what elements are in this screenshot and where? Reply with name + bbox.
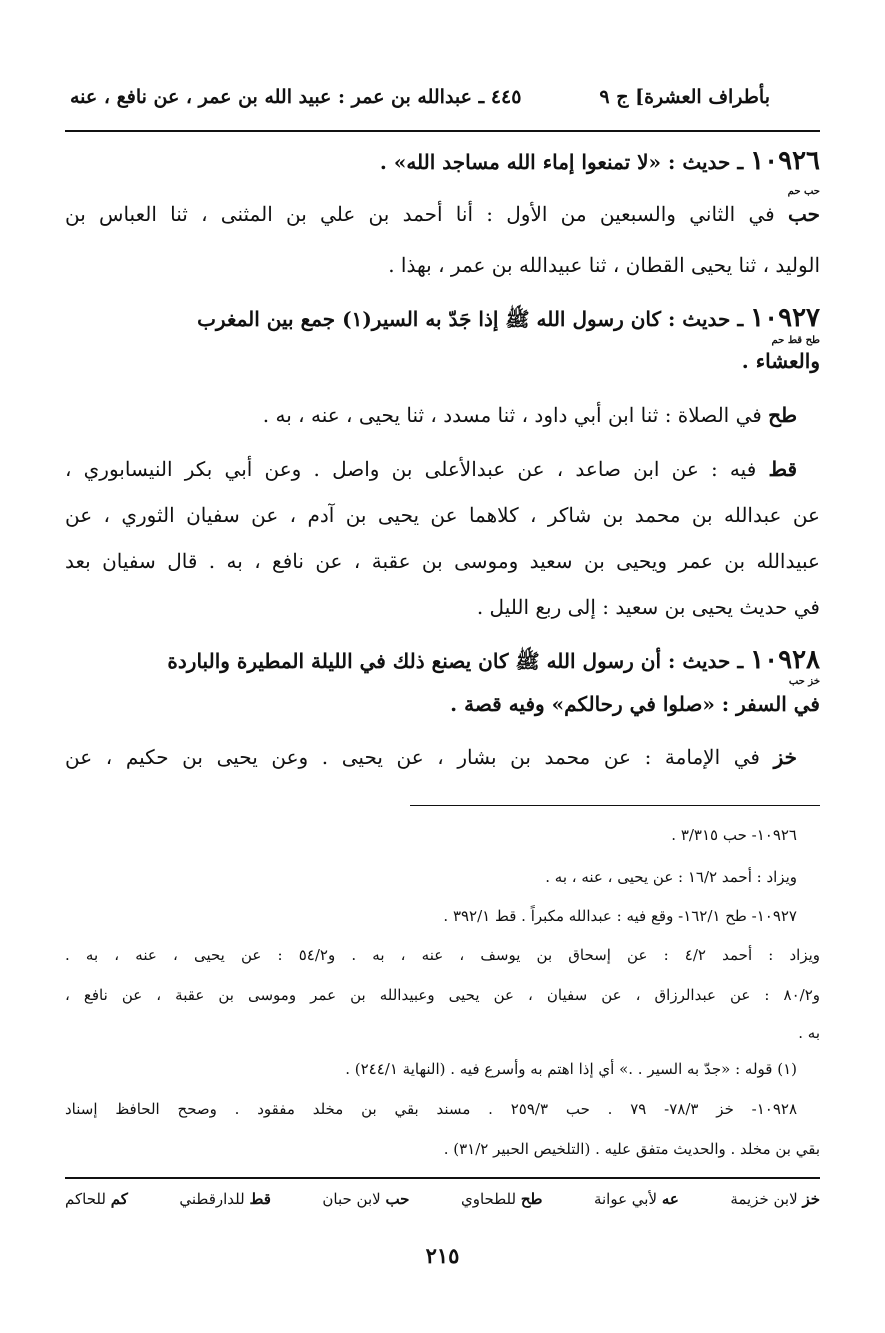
footnote-10926-extra: ويزاد : أحمد ١٦/٢ : عن يحيى ، عنه ، به . [545,868,797,886]
header-section: ٤٤٥ ـ عبدالله بن عمر : عبيد الله بن عمر ، عن نافع ، عنه [70,86,522,108]
abbreviation-item: عه لأبي عوانة [593,1190,679,1208]
hadith-number: ١٠٩٢٦ [750,146,820,176]
abbreviation-item: حب لابن حبان [322,1190,410,1208]
hadith-10926-line-1: حب في الثاني والسبعين من الأول : أنا أحمد بن علي بن المثنى ، ثنا العباس بن [65,202,820,226]
abbreviation-rule [65,1177,820,1179]
hadith-number: ١٠٩٢٨ [750,645,820,675]
footnote-10928-extra: بقي بن مخلد . والحديث متفق عليه . (التلخيص الحبير ٣١/٢) . [443,1140,820,1158]
running-header [70,86,770,108]
hadith-10926-title [65,146,820,176]
hadith-10927-line-3: عن عبدالله بن محمد بن شاكر ، كلاهما عن يحيى بن آدم ، عن سفيان الثوري ، عن [65,503,820,527]
footnote-10927-extra-1: ويزاد : أحمد ٤/٢ : عن إسحاق بن يوسف ، عنه ، به . و٥٤/٢ : عن يحيى ، عنه ، به . [65,946,821,964]
hadith-10927-line-5: في حديث يحيى بن سعيد : إلى ربع الليل . [476,595,820,619]
hadith-10927-line-2: قط فيه : عن ابن صاعد ، عن عبدالأعلى بن واصل . وعن أبي بكر النيسابوري ، [65,457,797,481]
hadith-title: ـ حديث : كان رسول الله ﷺ إذا جَدّ به السير(١) جمع بين المغرب [197,307,751,331]
abbreviation-item: خز لابن خزيمة [730,1190,820,1208]
header-volume: بأطراف العشرة] ج ٩ [599,86,770,108]
source-key: قط [768,457,797,481]
hadith-10928-sigla: خز حب [788,676,820,687]
footnote-10927-extra-2: و٨٠/٢ : عن عبدالرزاق ، عن سفيان ، عن يحيى وعبيدالله بن عمر وموسى بن عقبة ، عن نافع ، [65,986,821,1004]
abbreviation-item: كم للحاكم [65,1190,128,1208]
abbreviation-item: قط للدارقطني [179,1190,271,1208]
hadith-title: ـ حديث : «لا تمنعوا إماء الله مساجد الله» . [379,150,751,174]
abbreviation-key [65,1190,820,1208]
abbreviation-item: طح للطحاوي [460,1190,543,1208]
hadith-title: ـ حديث : أن رسول الله ﷺ كان يصنع ذلك في الليلة المطيرة والباردة [167,649,751,673]
hadith-10927-sigla: طح قط حم [771,335,820,346]
hadith-10927-line-4: عبيدالله بن عمر ويحيى بن سعيد وموسى بن عقبة ، عن نافع ، به . قال سفيان بعد [65,549,820,573]
source-key: حب [787,202,820,226]
hadith-10926-sigla: حب حم [787,186,820,197]
footnote-10928: ١٠٩٢٨- خز ٧٨/٣- ٧٩ . حب ٢٥٩/٣ . مسند بقي بن مخلد مفقود . وصحح الحافظ إسناد [65,1100,798,1118]
hadith-number: ١٠٩٢٧ [750,303,820,333]
footnote-gloss-1: (١) قوله : «جدّ به السير . .» أي إذا اهتم به وأسرع فيه . (النهاية ٢٤٤/١) . [345,1060,797,1078]
footnote-10927: ١٠٩٢٧- طح ١٦٢/١- وقع فيه : عبدالله مكبراً . قط ٣٩٢/١ . [443,907,797,925]
hadith-10927-line-1: طح في الصلاة : ثنا ابن أبي داود ، ثنا مسدد ، ثنا يحيى ، عنه ، به . [262,403,797,427]
footnote-10927-extra-3: به . [798,1024,820,1042]
source-key: طح [768,403,797,427]
hadith-10927-title [65,303,820,336]
source-key: خز [773,745,797,769]
hadith-10928-title-2: في السفر : «صلوا في رحالكم» وفيه قصة . [450,692,820,716]
footnote-10926: ١٠٩٢٦- حب ٣/٣١٥ . [671,826,797,844]
footnote-separator [410,805,820,806]
page-number: ٢١٥ [425,1243,460,1268]
hadith-10928-title [65,645,820,678]
hadith-10926-line-2: الوليد ، ثنا يحيى القطان ، ثنا عبيدالله بن عمر ، بهذا . [388,253,820,277]
hadith-10927-title-2: والعشاء . [741,349,820,373]
hadith-10928-line-1: خز في الإمامة : عن محمد بن بشار ، عن يحيى . وعن يحيى بن حكيم ، عن [65,745,797,769]
header-rule [65,130,820,132]
